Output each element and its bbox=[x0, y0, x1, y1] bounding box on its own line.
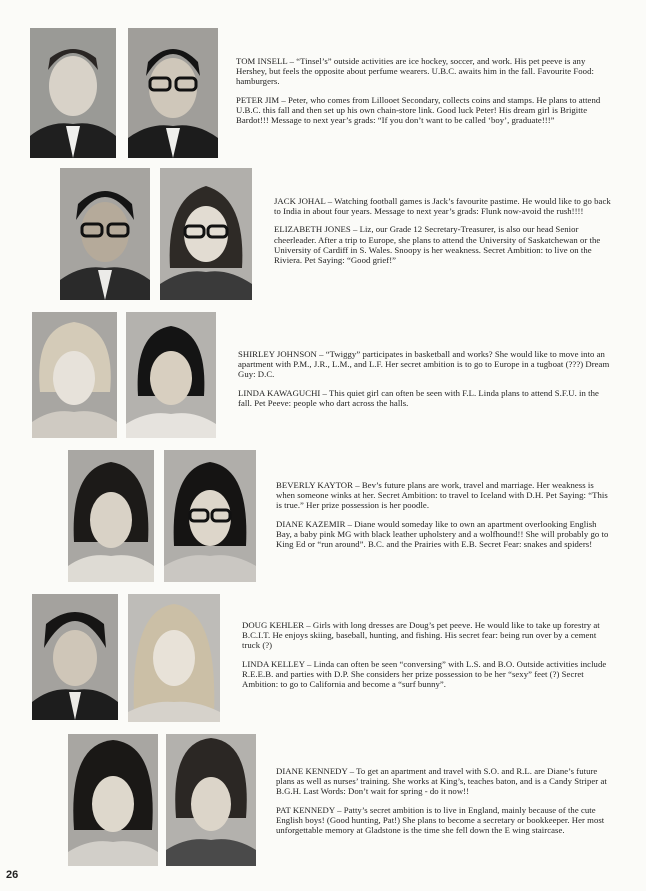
entry-group-1 bbox=[236, 56, 616, 133]
entry-group-2 bbox=[274, 196, 614, 273]
entry-group-6 bbox=[276, 766, 612, 843]
bio-pat-kennedy: PAT KENNEDY – Patty’s secret ambition is to live in England, mainly because of the cute English boys! (Good hunting, Pat!) She plans to become a secretary or bookkeeper. Her most unforgettable memory at Gladstone is the time she fell down the E wing staircase. bbox=[276, 804, 605, 836]
bio-peter-jim: PETER JIM – Peter, who comes from Lillooet Secondary, collects coins and stamps. He plans to attend U.B.C. this fall and then set up his own chain-store link. Good luck Peter! His dream girl is Brigitte Bardot!!! Message to next year’s grads: “If you don’t want to be called ‘boy’, graduate!!!” bbox=[236, 94, 601, 126]
portrait-shirley-johnson bbox=[32, 312, 117, 438]
entry-group-5 bbox=[242, 620, 610, 697]
entry-group-3 bbox=[238, 349, 612, 416]
page-number: 26 bbox=[6, 869, 19, 881]
bio-tom-insell: TOM INSELL – “Tinsel’s” outside activities are ice hockey, soccer, and work. His pet peeve is any Hershey, but feels the opposite about perfume wearers. U.B.C. awaits him in the fall. Favourite Food: hamburgers. bbox=[236, 56, 594, 87]
bio-diane-kennedy: DIANE KENNEDY – To get an apartment and travel with S.O. and R.L. are Diane’s future plans as well as nurses’ training. She works at King’s, teaches baton, and is a Candy Striper at B.G.H. Last Words: Don’t wait for spring - do it now!! bbox=[276, 766, 607, 797]
portrait-diane-kennedy bbox=[68, 734, 158, 866]
bio-beverly-kaytor: BEVERLY KAYTOR – Bev’s future plans are work, travel and marriage. Her weakness is when someone winks at her. Secret Ambition: to travel to Iceland with D.H. Pet Saying: “This is true.” Her prize possession is her poodle. bbox=[276, 480, 608, 511]
bio-doug-kehler: DOUG KEHLER – Girls with long dresses are Doug’s pet peeve. He would like to take up forestry at B.C.I.T. He enjoys skiing, baseball, hunting, and fishing. His secret fear: being run over by a cement truck (?) bbox=[242, 620, 600, 651]
bio-jack-johal: JACK JOHAL – Watching football games is Jack’s favourite pastime. He would like to go back to India in about four years. Message to next year’s grads: Flunk now-avoid the rush!!!! bbox=[274, 196, 611, 217]
portrait-tom-insell bbox=[30, 28, 116, 158]
entry-group-4 bbox=[276, 480, 612, 557]
portrait-linda-kelley bbox=[128, 594, 220, 722]
portrait-beverly-kaytor bbox=[68, 450, 154, 582]
bio-shirley-johnson: SHIRLEY JOHNSON – “Twiggy” participates in basketball and works? She would like to move into an apartment with P.M., J.R., L.M., and L.F. Her secret ambition is to go to Europe in a tugboat (???) Dream Guy: D.C. bbox=[238, 349, 610, 380]
portrait-linda-kawaguchi bbox=[126, 312, 216, 438]
bio-diane-kazemir: DIANE KAZEMIR – Diane would someday like to own an apartment overlooking English Bay, a baby pink MG with black leather upholstery and a wolfhound!! She will probably go to King Ed or “run around”. B.C. and the Prairies with E.B. Secret Fear: snakes and spiders! bbox=[276, 518, 609, 550]
portrait-diane-kazemir bbox=[164, 450, 256, 582]
portrait-peter-jim bbox=[128, 28, 218, 158]
portrait-elizabeth-jones bbox=[160, 168, 252, 300]
bio-linda-kelley: LINDA KELLEY – Linda can often be seen “conversing” with L.S. and B.O. Outside activities include R.E.E.B. and parties with D.P. She considers her prize possession to be her “sexy” feet (?) Secret Ambition: to go to California and become a “surf bunny”. bbox=[242, 658, 607, 690]
bio-linda-kawaguchi: LINDA KAWAGUCHI – This quiet girl can often be seen with F.L. Linda plans to attend S.F.U. in the fall. Pet Peeve: people who dart across the halls. bbox=[238, 387, 599, 408]
bio-elizabeth-jones: ELIZABETH JONES – Liz, our Grade 12 Secretary-Treasurer, is also our head Senior cheerleader. After a trip to Europe, she plans to attend the University of Saskatchewan or the University of Cardiff in S. Wales. Snoopy is her weakness. Secret Ambition: to live on the Riviera. Pet Saying: “Good grief!” bbox=[274, 224, 601, 266]
portrait-jack-johal bbox=[60, 168, 150, 300]
portrait-doug-kehler bbox=[32, 594, 118, 720]
portrait-pat-kennedy bbox=[166, 734, 256, 866]
